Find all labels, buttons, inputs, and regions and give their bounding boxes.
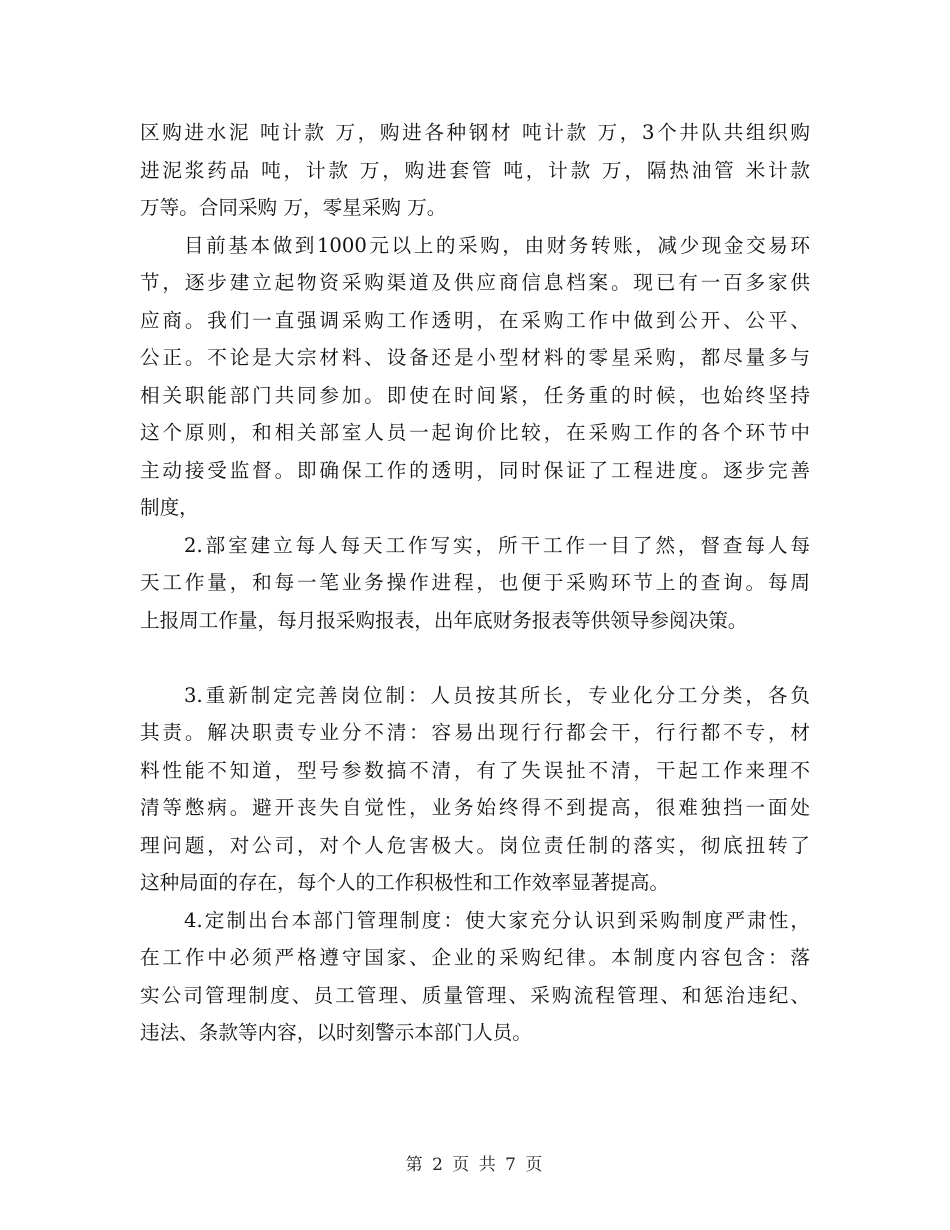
text-line: 理问题，对公司，对个人危害极大。岗位责任制的落实，彻底扭转了 (140, 833, 810, 857)
text-line: 万等。合同采购 万，零星采购 万。 (140, 196, 447, 219)
text-line: 料性能不知道，型号参数搞不清，有了失误扯不清，干起工作来理不 (140, 758, 810, 782)
text-line: 其责。解决职责专业分不清：容易出现行行都会干，行行都不专，材 (140, 721, 810, 744)
paragraph-gap (140, 639, 810, 677)
text-line: 相关职能部门共同参加。即使在时间紧，任务重的时候，也始终坚持 (140, 383, 810, 407)
text-line: 节，逐步建立起物资采购渠道及供应商信息档案。现已有一百多家供 (140, 271, 810, 294)
text-line: 在工作中必须严格遵守国家、企业的采购纪律。本制度内容包含：落 (140, 946, 810, 969)
paragraph-first-line: 3.重新制定完善岗位制：人员按其所长，专业化分工分类，各负 (184, 683, 810, 707)
paragraph-first-line: 2.部室建立每人每天工作写实，所干工作一目了然，督查每人每 (184, 533, 810, 557)
paragraph-first-line: 目前基本做到1000元以上的采购，由财务转账，减少现金交易环 (184, 233, 810, 257)
text-line: 违法、条款等内容，以时刻警示本部门人员。 (140, 1021, 532, 1044)
text-line: 进泥浆药品 吨，计款 万，购进套管 吨，计款 万，隔热油管 米计款 (140, 158, 810, 182)
text-line: 制度， (140, 496, 199, 519)
text-line: 这种局面的存在，每个人的工作积极性和工作效率显著提高。 (140, 871, 670, 894)
text-line: 区购进水泥 吨计款 万，购进各种钢材 吨计款 万，3个井队共组织购 (140, 121, 810, 144)
text-line: 天工作量，和每一笔业务操作进程，也便于采购环节上的查询。每周 (140, 571, 810, 594)
text-line: 实公司管理制度、员工管理、质量管理、采购流程管理、和惩治违纪、 (140, 983, 810, 1007)
text-line: 这个原则，和相关部室人员一起询价比较，在采购工作的各个环节中 (140, 421, 810, 444)
text-line: 上报周工作量，每月报采购报表，出年底财务报表等供领导参阅决策。 (140, 608, 748, 632)
document-body (140, 114, 810, 1052)
text-line: 公正。不论是大宗材料、设备还是小型材料的零星采购，都尽量多与 (140, 346, 810, 369)
text-line: 应商。我们一直强调采购工作透明，在采购工作中做到公开、公平、 (140, 308, 810, 332)
text-line: 清等憋病。避开丧失自觉性，业务始终得不到提高，很难独挡一面处 (140, 796, 810, 819)
page-number-footer: 第 2 页 共 7 页 (405, 1155, 545, 1175)
paragraph-first-line: 4.定制出台本部门管理制度：使大家充分认识到采购制度严肃性， (184, 908, 810, 932)
text-line: 主动接受监督。即确保工作的透明，同时保证了工程进度。逐步完善 (140, 458, 810, 482)
